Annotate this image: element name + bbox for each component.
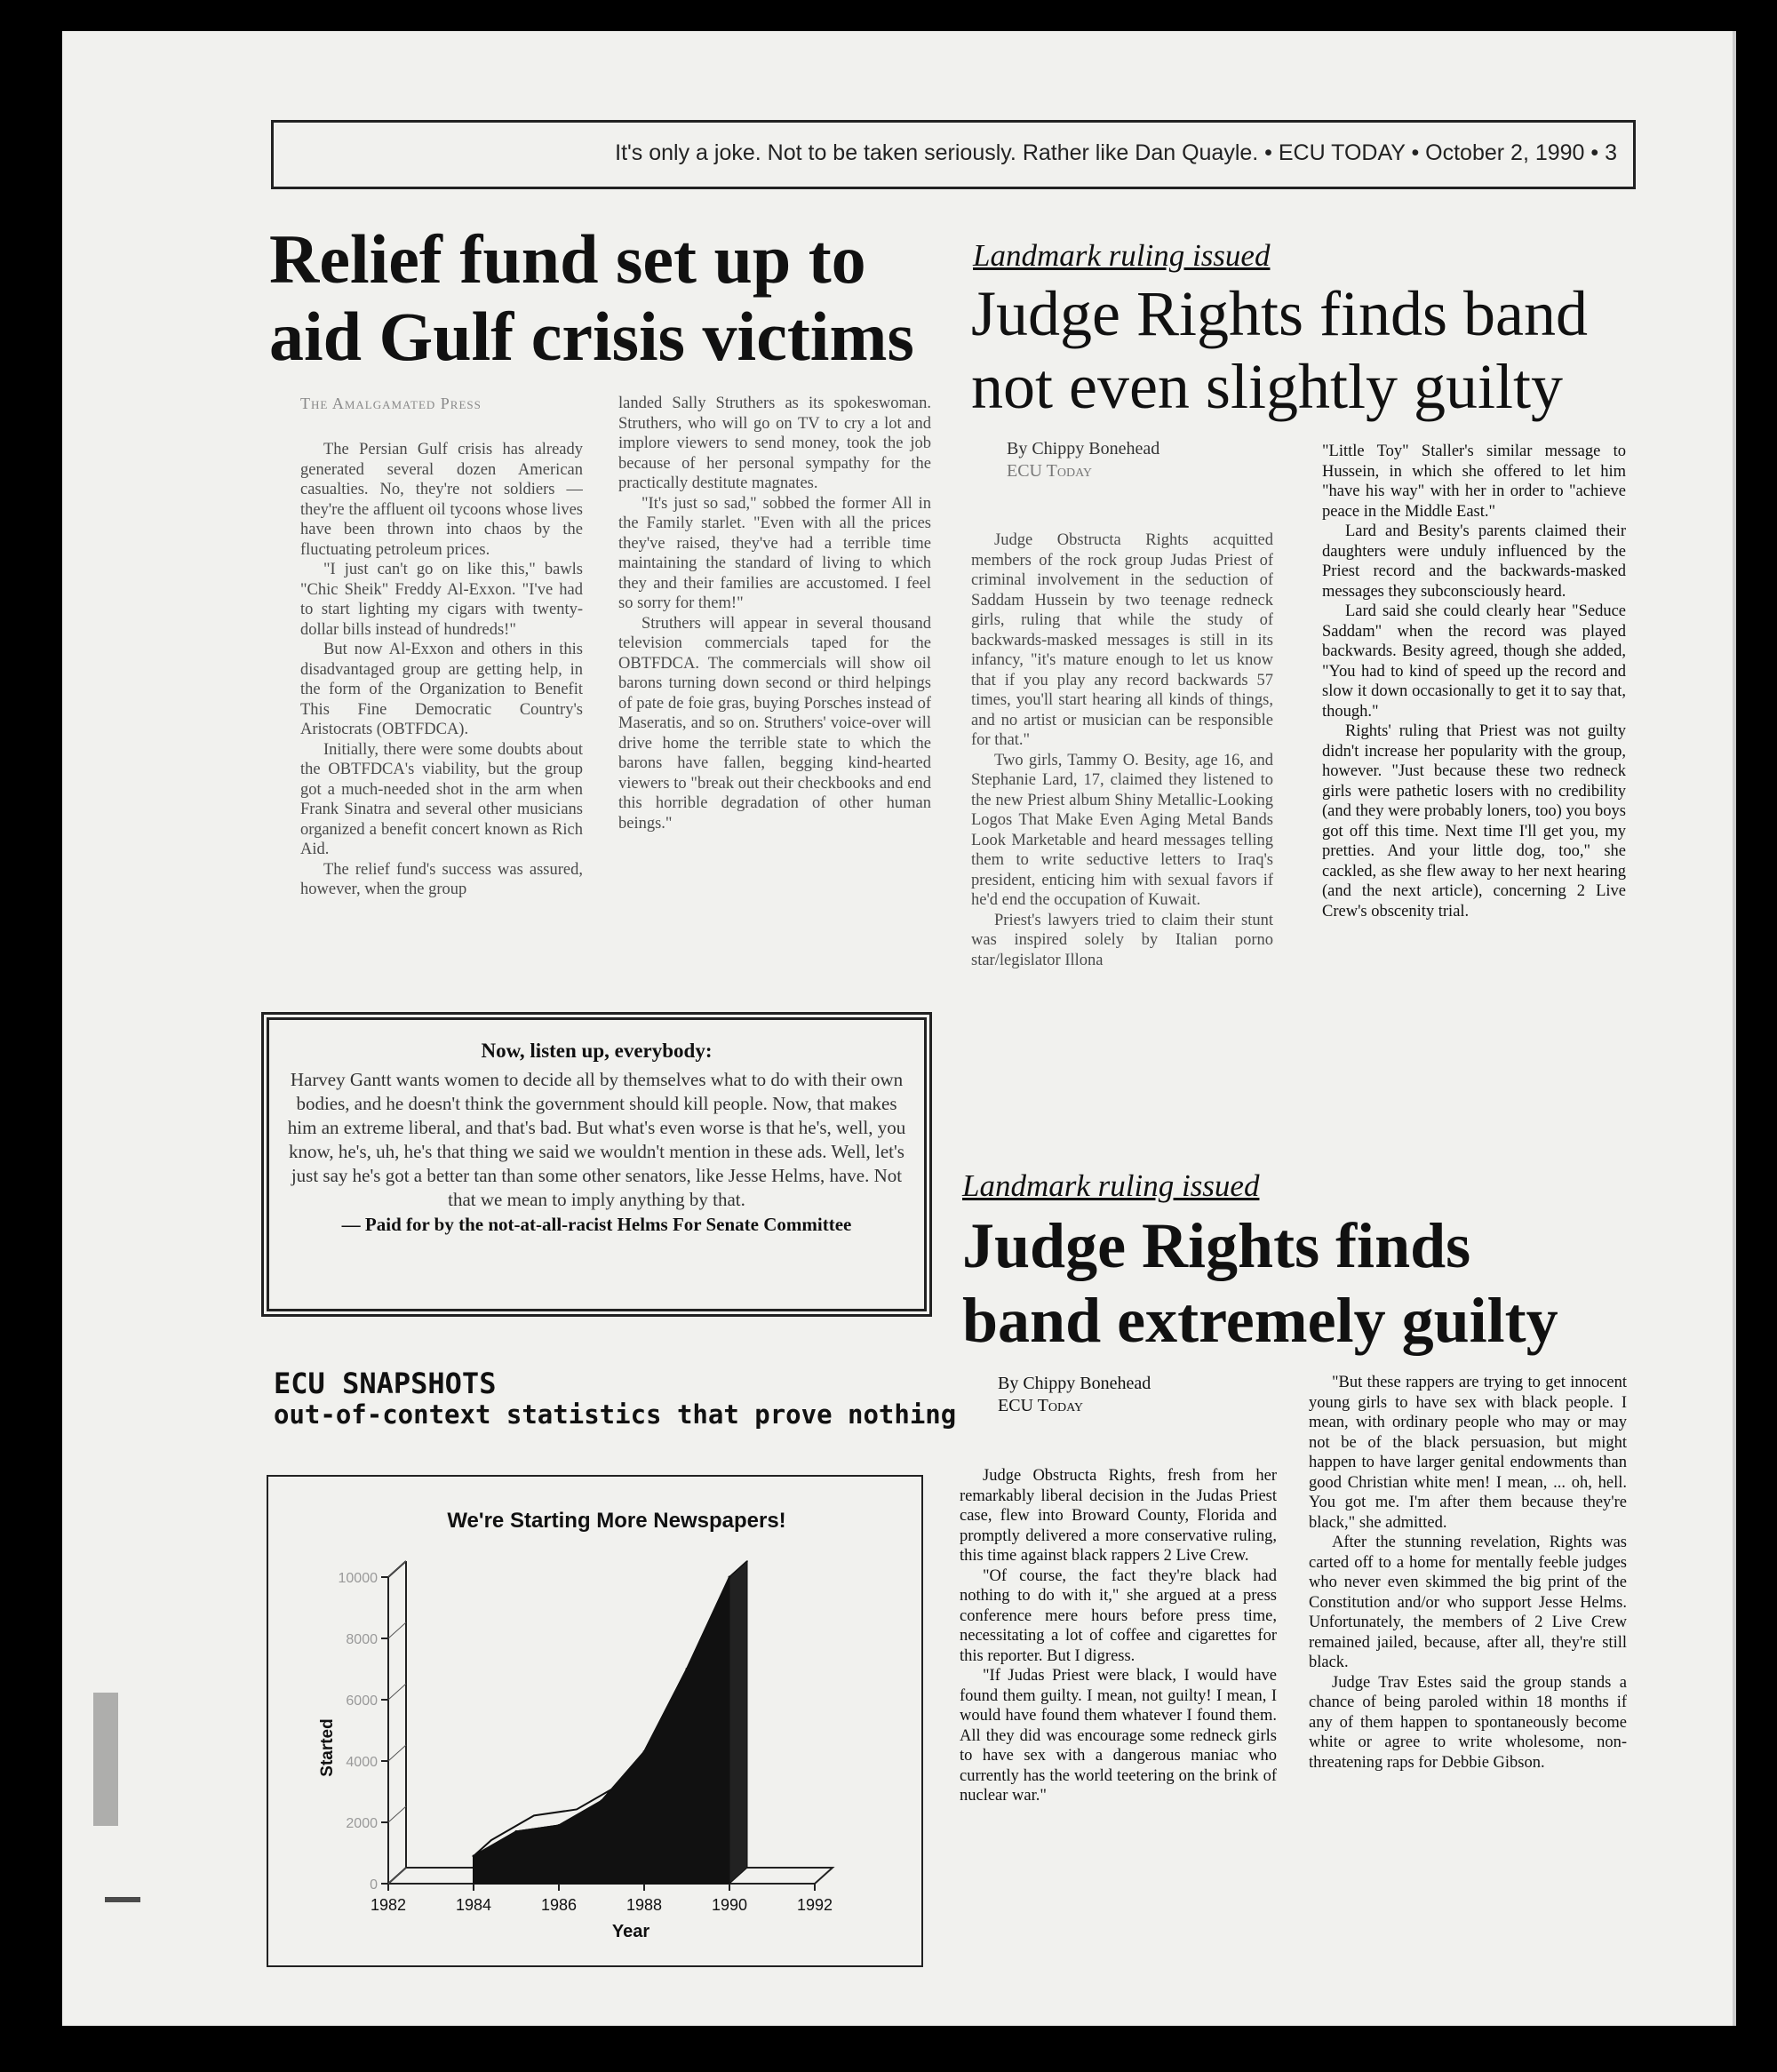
story1-headline-line2: aid Gulf crisis victims: [269, 298, 914, 376]
story2-byline-name: By Chippy Bonehead: [1007, 439, 1160, 458]
story3-column-1: [960, 1466, 1277, 1972]
snapshots-subtitle: out-of-context statistics that prove nothing: [274, 1399, 957, 1430]
area-data-point: [515, 1830, 518, 1833]
y-tick-label: 2000: [346, 1816, 378, 1831]
y-tick-label: 8000: [346, 1632, 378, 1647]
paragraph: "Of course, the fact they're black had nothing to do with it," she argued at a press conference mere hours before press time, necessitating a lot of coffee and cigarettes for this reporter. But I digress.: [960, 1566, 1277, 1665]
paragraph: "But these rappers are trying to get innocent young girls to have sex with black people. I mean, with ordinary people who may or may not be of the black persuasion, but might happen to have larger genital endowments than good Christian white men! I mean, ... oh, hell. You got me. I'm after them because they're black," she admitted.: [1309, 1374, 1627, 1532]
paragraph: Struthers will appear in several thousand television commercials taped for the OBTFDCA. The commercials will show oil barons turning down second or third helpings of pate de foie gras, buying Porsches instead of Maseratis, and so on. Struthers' voice-over will drive home the terrible state to which the barons have fallen, begging kind-hearted viewers to "break out their checkbooks and end this horrible degradation of other human beings.": [618, 614, 931, 833]
story2-byline-org: ECU Today: [1007, 461, 1093, 481]
ad-signature: — Paid for by the not-at-all-racist Helms For Senate Committee: [341, 1214, 852, 1235]
story2-column-1: [971, 530, 1273, 1151]
political-ad-box: [267, 1017, 927, 1311]
story2-headline-line2: not even slightly guilty: [971, 351, 1563, 422]
chart-marks: [473, 1561, 748, 1884]
paragraph: Judge Trav Estes said the group stands a chance of being paroled within 18 months if any of them happen to spontaneously become white or agree to write wholesome, non-threatening raps for Debbie Gibson.: [1309, 1673, 1627, 1772]
x-tick-label: 1984: [455, 1896, 492, 1914]
paragraph: After the stunning revelation, Rights was carted off to a home for mentally feeble judges who never even skimmed the big print of the Constitution and/or who support Jesse Helms. Unfortunately, the members of 2 Live Crew remained jailed, because, after all, they're still black.: [1309, 1534, 1627, 1671]
x-tick-label: 1990: [711, 1896, 748, 1914]
paragraph: Lard and Besity's parents claimed their daughters were unduly influenced by the Priest record and the backwards-masked messages they subconsciously heard.: [1322, 522, 1626, 601]
paragraph: Rights' ruling that Priest was not guilty didn't increase her popularity with the group, however. "Just because these two redneck girls were pathetic losers with no credibility (and they were probably loners, too) you boys got off this time. Next time I'll get you, my pretties. And your little dog, too," she cackled, as she flew away to her next hearing (and the next article), concerning 2 Live Crew's obscenity trial.: [1322, 722, 1626, 920]
paragraph: "If Judas Priest were black, I would have found them guilty. I mean, not guilty! I mean, I would have found them whatever I found them. All they did was encourage some redneck girls to have sex with a dangerous maniac who currently has the world teetering on the brink of nuclear war.": [960, 1667, 1277, 1805]
y-tick-wall-line: [388, 1745, 406, 1761]
y-tick-label: 0: [370, 1877, 378, 1893]
y-tick-wall-line: [388, 1622, 406, 1638]
story3-byline-name: By Chippy Bonehead: [998, 1374, 1151, 1393]
area-data-point: [558, 1824, 561, 1827]
story3-column-2: [1309, 1373, 1627, 1972]
story2-headline-line1: Judge Rights finds band: [971, 278, 1588, 349]
area-chart: [268, 1477, 921, 1965]
story3-byline-org: ECU Today: [998, 1396, 1084, 1415]
area-data-point: [643, 1750, 646, 1753]
chart-x-ticks: [371, 1884, 833, 1914]
story3-headline-line1: Judge Rights finds: [962, 1210, 1471, 1281]
chart-title: We're Starting More Newspapers!: [447, 1509, 786, 1533]
story3-headline-line2: band extremely guilty: [962, 1285, 1558, 1356]
paragraph: Judge Obstructa Rights acquitted members of the rock group Judas Priest of criminal involvement in the seduction of Saddam Hussein by two teenage redneck girls, ruling that while the study of backwards-masked messages is still in its infancy, "it's mature enough to let us know that if you play any record backwards 57 times, you'll start hearing all kinds of things, and no artist or musician can be responsible for that.": [971, 531, 1273, 749]
story1-column-1: [300, 440, 583, 1010]
paragraph: Two girls, Tammy O. Besity, age 16, and Stephanie Lard, 17, claimed they listened to the new Priest album Shiny Metallic-Looking Logos That Make Even Aging Metal Bands Look Marketable and heard messages telling them to write seductive letters to Iraq's president, enticing him with sexual favors if he'd end the occupation of Kuwait.: [971, 751, 1273, 909]
area-data-point: [686, 1668, 689, 1670]
x-tick-label: 1988: [626, 1896, 663, 1914]
scan-mark: [105, 1897, 140, 1902]
y-tick-wall-line: [388, 1684, 406, 1700]
chart-x-axis-label: Year: [611, 1922, 650, 1941]
scan-smudge: [93, 1693, 118, 1826]
y-tick-label: 6000: [346, 1693, 378, 1709]
x-tick-label: 1986: [540, 1896, 578, 1914]
y-tick-label: 10000: [338, 1571, 378, 1586]
paragraph: Judge Obstructa Rights, fresh from her remarkably liberal decision in the Judas Priest case, flew into Broward County, Florida and promptly delivered a more conservative ruling, this time against black rappers 2 Live Crew.: [960, 1467, 1277, 1565]
newspaper-chart: [267, 1475, 923, 1967]
story3-headline: [962, 1208, 1664, 1358]
story2-headline: [971, 277, 1655, 423]
area-side-face: [729, 1561, 747, 1884]
paragraph: The relief fund's success was assured, however, when the group: [300, 860, 583, 898]
paragraph: Priest's lawyers tried to claim their stunt was inspired solely by Italian porno star/legislator Illona: [971, 911, 1273, 969]
story1-column-2: [618, 394, 931, 1010]
story3-kicker: Landmark ruling issued: [962, 1168, 1260, 1203]
paragraph: "Little Toy" Staller's similar message to Hussein, in which she offered to let him "have his way" with her in order to "achieve peace in the Middle East.": [1322, 442, 1626, 521]
story1-byline: The Amalgamated Press: [300, 394, 482, 412]
chart-y-ticks: [339, 1561, 407, 1893]
y-tick-wall-line: [388, 1561, 406, 1577]
area-data-point: [601, 1799, 603, 1802]
paragraph: Initially, there were some doubts about the OBTFDCA's viability, but the group got a much-needed shot in the arm when Frank Sinatra and several other musicians organized a benefit concert known as Rich Aid.: [300, 740, 583, 858]
paragraph: "I just can't go on like this," bawls "Chic Sheik" Freddy Al-Exxon. "I've had to start lighting my cigars with twenty-dollar bills instead of hundreds!": [300, 561, 583, 639]
paragraph: The Persian Gulf crisis has already generated several dozen American casualties. No, they're not soldiers — they're the affluent oil tycoons whose lives have been thrown into chaos by the fluctuating petroleum prices.: [300, 441, 583, 559]
chart-y-axis-label: Started: [318, 1718, 337, 1777]
story2-byline: [1007, 438, 1159, 482]
x-tick-label: 1982: [370, 1896, 407, 1914]
ad-body: Harvey Gantt wants women to decide all by themselves what to do with their own bodies, and he doesn't think the government should kill people. Now, that makes him an extreme liberal, and that's bad. But what's even worse is that he's, well, you know, he's, uh, he's that thing we said we wouldn't mention in these ads. Well, let's just say he's got a better tan than some other senators, like Jesse Helms, have. Not that we mean to imply anything by that.: [287, 1069, 906, 1210]
area-data-point: [473, 1854, 475, 1857]
snapshots-title: ECU SNAPSHOTS: [274, 1367, 497, 1400]
area-data-point: [729, 1576, 731, 1579]
header-tagline: It's only a joke. Not to be taken seriously. Rather like Dan Quayle. • ECU TODAY • October 2, 1990 • 3: [615, 140, 1617, 165]
story1-headline: [269, 220, 944, 376]
story1-headline-line1: Relief fund set up to: [269, 220, 866, 298]
paragraph: Lard said she could clearly hear "Seduce Saddam" when the record was played backwards. Besity agreed, though she added, "You had to kind of speed up the record and slow it down occasionally to get it to say that, though.": [1322, 602, 1626, 721]
story3-byline: [998, 1373, 1151, 1417]
page-header: [271, 120, 1636, 189]
paragraph: landed Sally Struthers as its spokeswoman. Struthers, who will go on TV to cry a lot and implore viewers to send money, took the job because of her personal sympathy for the practically destitute magnates.: [618, 394, 931, 492]
paragraph: But now Al-Exxon and others in this disadvantaged group are getting help, in the form of the Organization to Benefit This Fine Democratic Country's Aristocrats (OBTFDCA).: [300, 641, 583, 738]
y-tick-label: 4000: [346, 1755, 378, 1770]
x-tick-label: 1992: [796, 1896, 833, 1914]
y-tick-wall-line: [388, 1868, 406, 1884]
story2-kicker: Landmark ruling issued: [973, 238, 1271, 273]
paragraph: "It's just so sad," sobbed the former All in the Family starlet. "Even with all the prices they've raised, they've had a terrible time maintaining the standard of living to which they and their families are accustomed. I feel so sorry for them!": [618, 494, 931, 612]
ad-title: Now, listen up, everybody:: [481, 1040, 713, 1062]
y-tick-wall-line: [388, 1806, 406, 1822]
area-series: [474, 1577, 729, 1884]
story2-column-2: [1322, 442, 1626, 1151]
